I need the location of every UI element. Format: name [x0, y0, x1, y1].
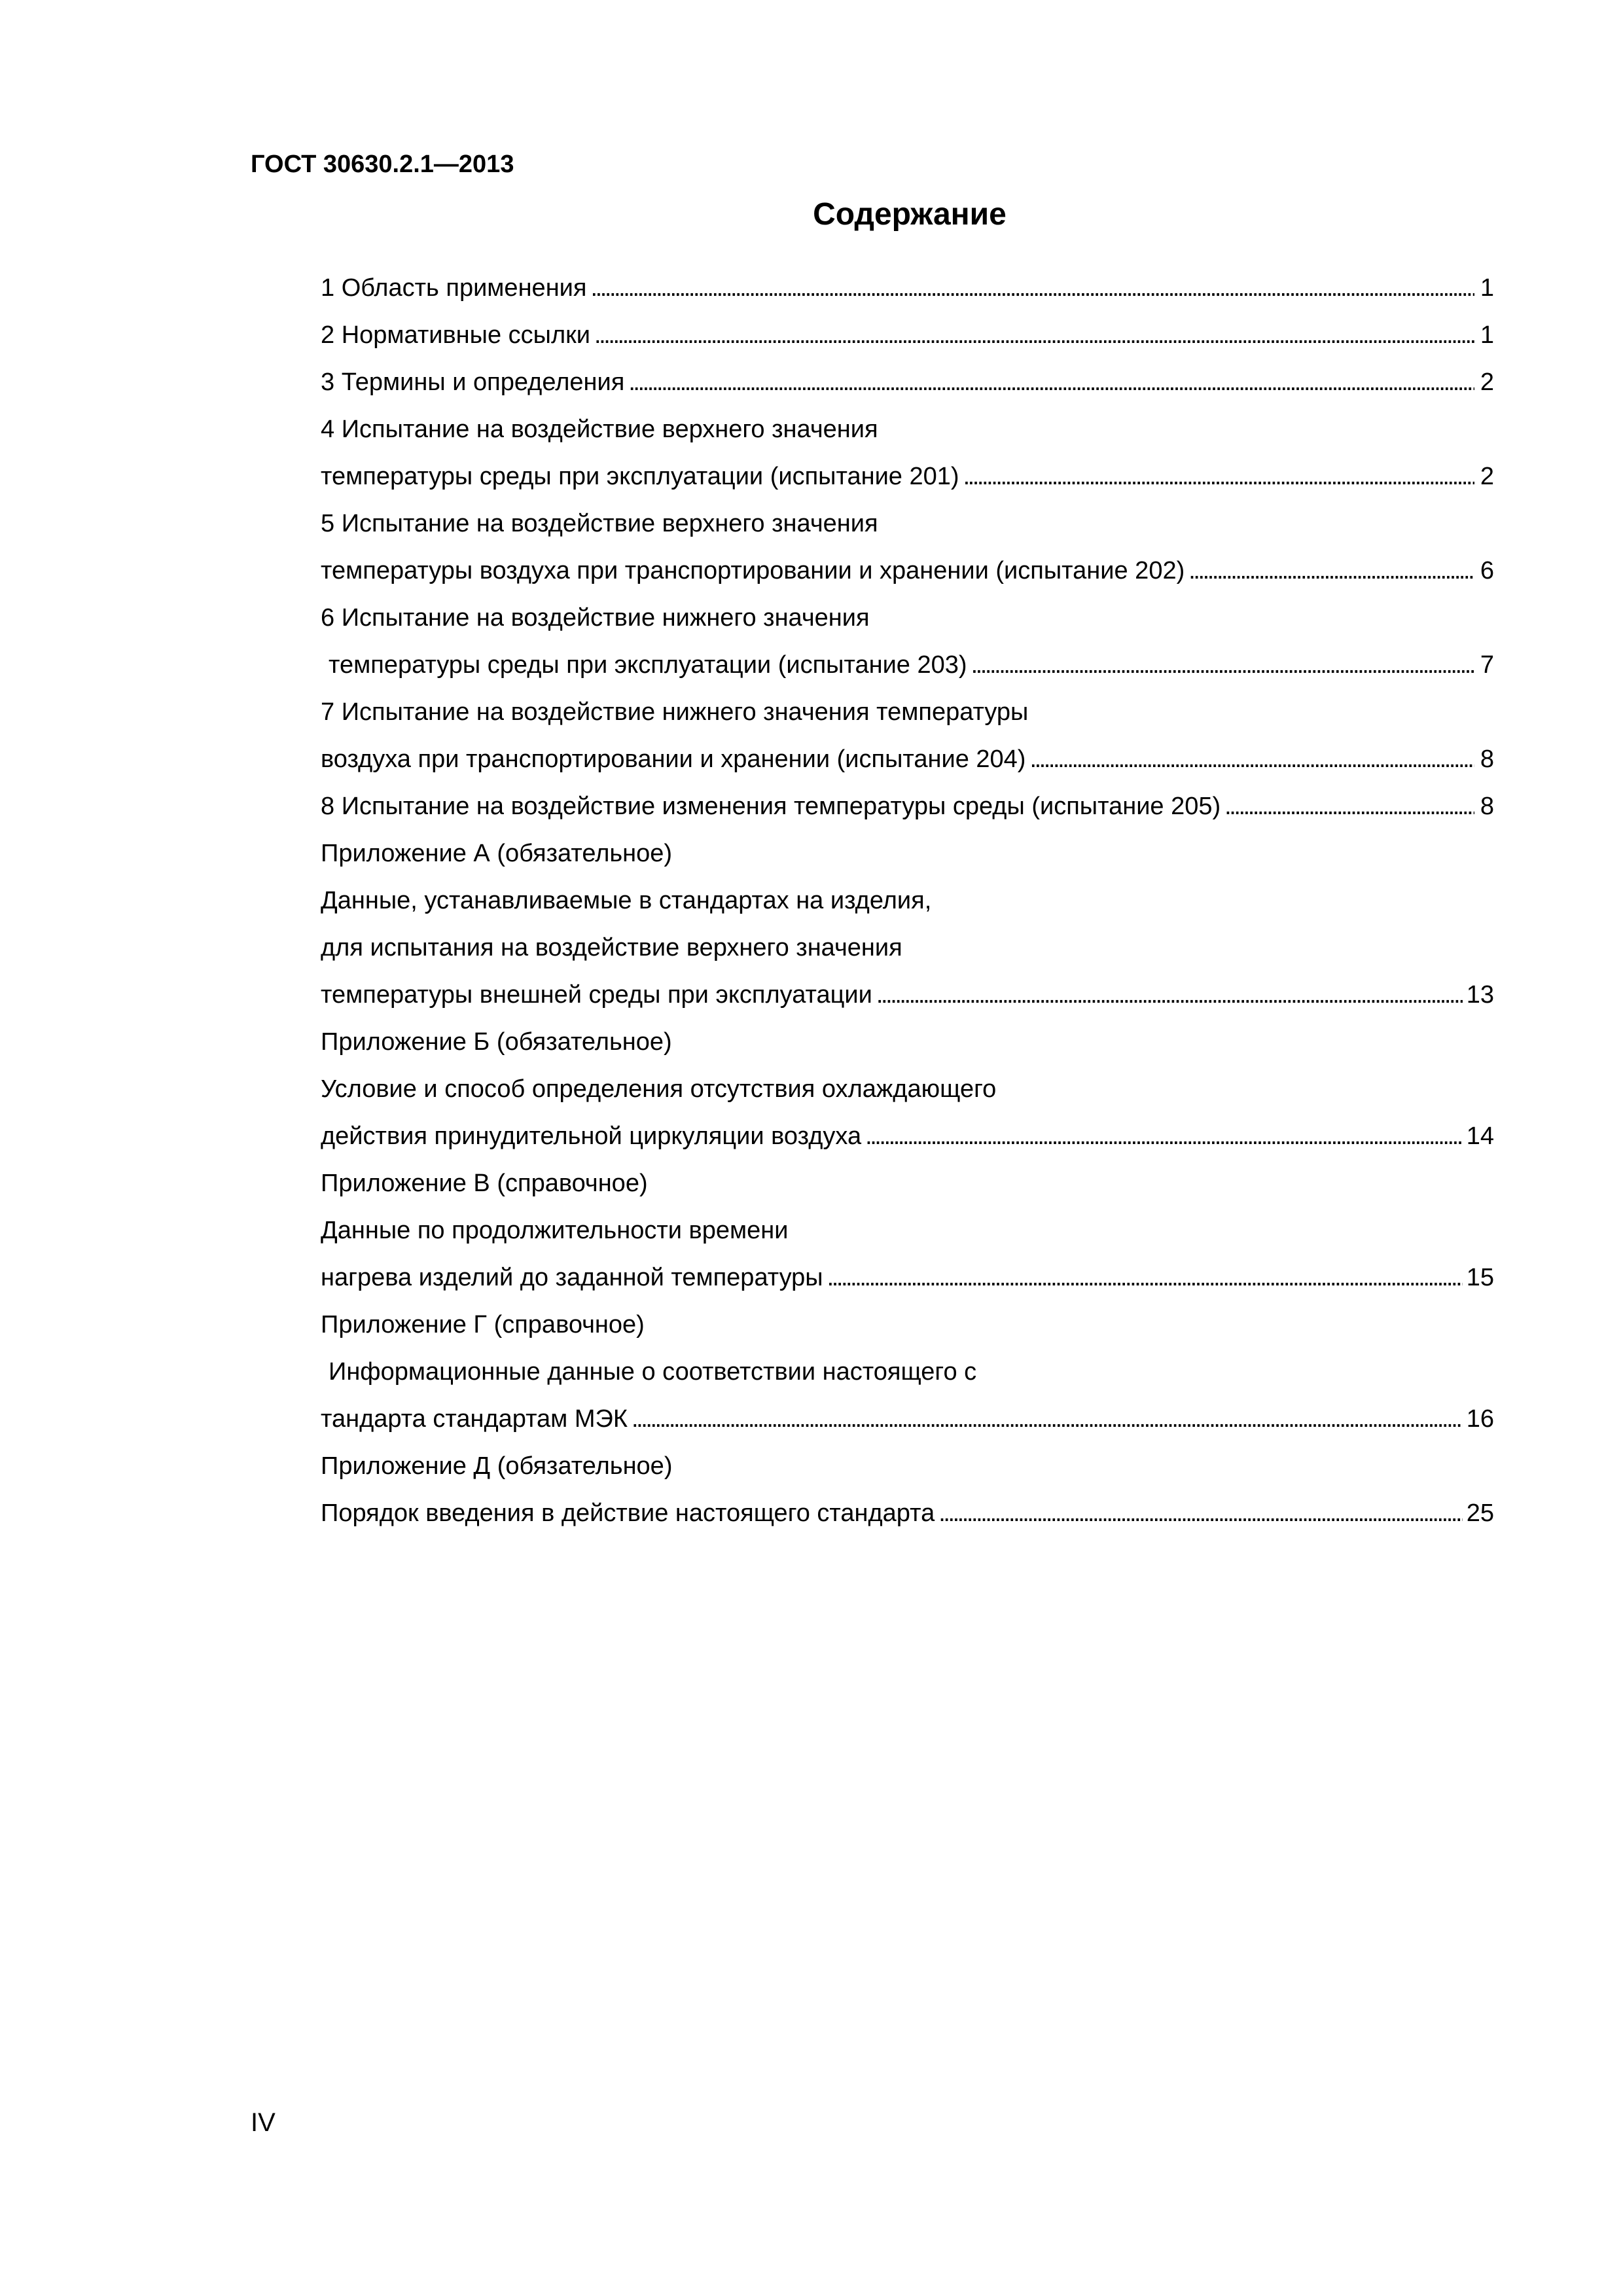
toc-entry-test-202[interactable] [321, 551, 1494, 598]
toc-page-number: 2 [1480, 368, 1494, 396]
toc-entry-line [321, 692, 1494, 740]
toc-page-number: 15 [1466, 1264, 1494, 1291]
dot-leader [938, 1494, 1463, 1533]
dot-leader [1188, 551, 1474, 590]
toc-entry-text: действия принудительной циркуляции воздуха [321, 1122, 862, 1150]
toc-entry-line [321, 1446, 1494, 1494]
toc-entry-line [321, 834, 1494, 881]
toc-entry-appendix-d[interactable] [321, 1494, 1494, 1541]
toc-entry-text: температуры внешней среды при эксплуатации [321, 981, 872, 1009]
toc-entry-text: нагрева изделий до заданной температуры [321, 1264, 823, 1291]
toc-entry-line [321, 1211, 1494, 1258]
dot-leader [963, 457, 1474, 496]
toc-entry-text: 6 Испытание на воздействие нижнего значения [321, 604, 870, 632]
toc-entry-line [321, 410, 1494, 457]
toc-page-number: 8 [1480, 745, 1494, 773]
toc-entry-text: Порядок введения в действие настоящего стандарта [321, 1499, 935, 1527]
toc-entry-normative-references[interactable] [321, 315, 1494, 363]
toc-entry-text: Условие и способ определения отсутствия охлаждающего [321, 1075, 997, 1103]
toc-entry-appendix-b[interactable] [321, 1117, 1494, 1164]
dot-leader [865, 1117, 1463, 1156]
toc-entry-text: 4 Испытание на воздействие верхнего значения [321, 416, 878, 443]
toc-page-number: 14 [1466, 1122, 1494, 1150]
toc-entry-text: температуры воздуха при транспортировании и хранении (испытание 202) [321, 557, 1185, 584]
dot-leader [827, 1258, 1463, 1297]
toc-entry-appendix-g[interactable] [321, 1399, 1494, 1446]
dot-leader [628, 363, 1474, 402]
toc-entry-text: 3 Термины и определения [321, 368, 625, 396]
toc-entry-text: Приложение А (обязательное) [321, 840, 673, 867]
toc-entry-text: температуры среды при эксплуатации (испытание 203) [329, 651, 967, 679]
document-code: ГОСТ 30630.2.1—2013 [251, 151, 514, 178]
toc-page-number: 6 [1480, 557, 1494, 584]
toc-entry-test-204[interactable] [321, 740, 1494, 787]
toc-entry-text: 1 Область применения [321, 274, 587, 302]
dot-leader [1224, 787, 1474, 826]
toc-title: Содержание [813, 197, 1007, 232]
dot-leader [590, 268, 1474, 308]
toc-entry-text: Приложение Д (обязательное) [321, 1452, 673, 1480]
toc-entry-text: температуры среды при эксплуатации (испытание 201) [321, 463, 959, 490]
toc-entry-line [321, 504, 1494, 551]
toc-entry-line [321, 598, 1494, 645]
toc-page-number: 16 [1466, 1405, 1494, 1433]
toc-entry-line [321, 1022, 1494, 1069]
toc-entry-text: Информационные данные о соответствии настоящего с [329, 1358, 977, 1386]
toc-entry-text: для испытания на воздействие верхнего значения [321, 934, 902, 961]
toc-entry-text: 5 Испытание на воздействие верхнего значения [321, 510, 878, 537]
toc-page-number: 8 [1480, 793, 1494, 820]
toc-entry-text: Данные, устанавливаемые в стандартах на изделия, [321, 887, 932, 914]
toc-entry-text: 2 Нормативные ссылки [321, 321, 590, 349]
toc-page-number: 1 [1480, 321, 1494, 349]
toc-page-number: 2 [1480, 463, 1494, 490]
toc-entry-scope[interactable] [321, 268, 1494, 315]
toc-entry-test-203[interactable] [321, 645, 1494, 692]
toc-entry-text: воздуха при транспортировании и хранении (испытание 204) [321, 745, 1026, 773]
toc-entry-terms[interactable] [321, 363, 1494, 410]
dot-leader [632, 1399, 1463, 1439]
dot-leader [876, 975, 1463, 1014]
toc-entry-test-205[interactable] [321, 787, 1494, 834]
toc-page-number: 7 [1480, 651, 1494, 679]
toc-entry-text: Данные по продолжительности времени [321, 1217, 789, 1244]
toc-entry-appendix-a[interactable] [321, 975, 1494, 1022]
footer-page-number: IV [251, 2108, 276, 2137]
dot-leader [1029, 740, 1474, 779]
toc-entry-text: Приложение Г (справочное) [321, 1311, 645, 1338]
toc-entry-line [321, 1069, 1494, 1117]
toc-entry-line [321, 1164, 1494, 1211]
toc-page-number: 25 [1466, 1499, 1494, 1527]
toc-page-number: 1 [1480, 274, 1494, 302]
toc-page-number: 13 [1466, 981, 1494, 1009]
toc-entry-text: Приложение Б (обязательное) [321, 1028, 672, 1056]
toc-entry-text: 7 Испытание на воздействие нижнего значения температуры [321, 698, 1029, 726]
toc-entry-line [321, 881, 1494, 928]
dot-leader [971, 645, 1474, 685]
toc-entry-text: 8 Испытание на воздействие изменения температуры среды (испытание 205) [321, 793, 1221, 820]
dot-leader [594, 315, 1474, 355]
toc-entry-test-201[interactable] [321, 457, 1494, 504]
toc-entry-appendix-v[interactable] [321, 1258, 1494, 1305]
table-of-contents [321, 268, 1494, 1541]
toc-entry-text: Приложение В (справочное) [321, 1170, 648, 1197]
toc-entry-text: тандарта стандартам МЭК [321, 1405, 628, 1433]
toc-entry-line [321, 1305, 1494, 1352]
toc-entry-line [321, 1352, 1494, 1399]
toc-entry-line [321, 928, 1494, 975]
